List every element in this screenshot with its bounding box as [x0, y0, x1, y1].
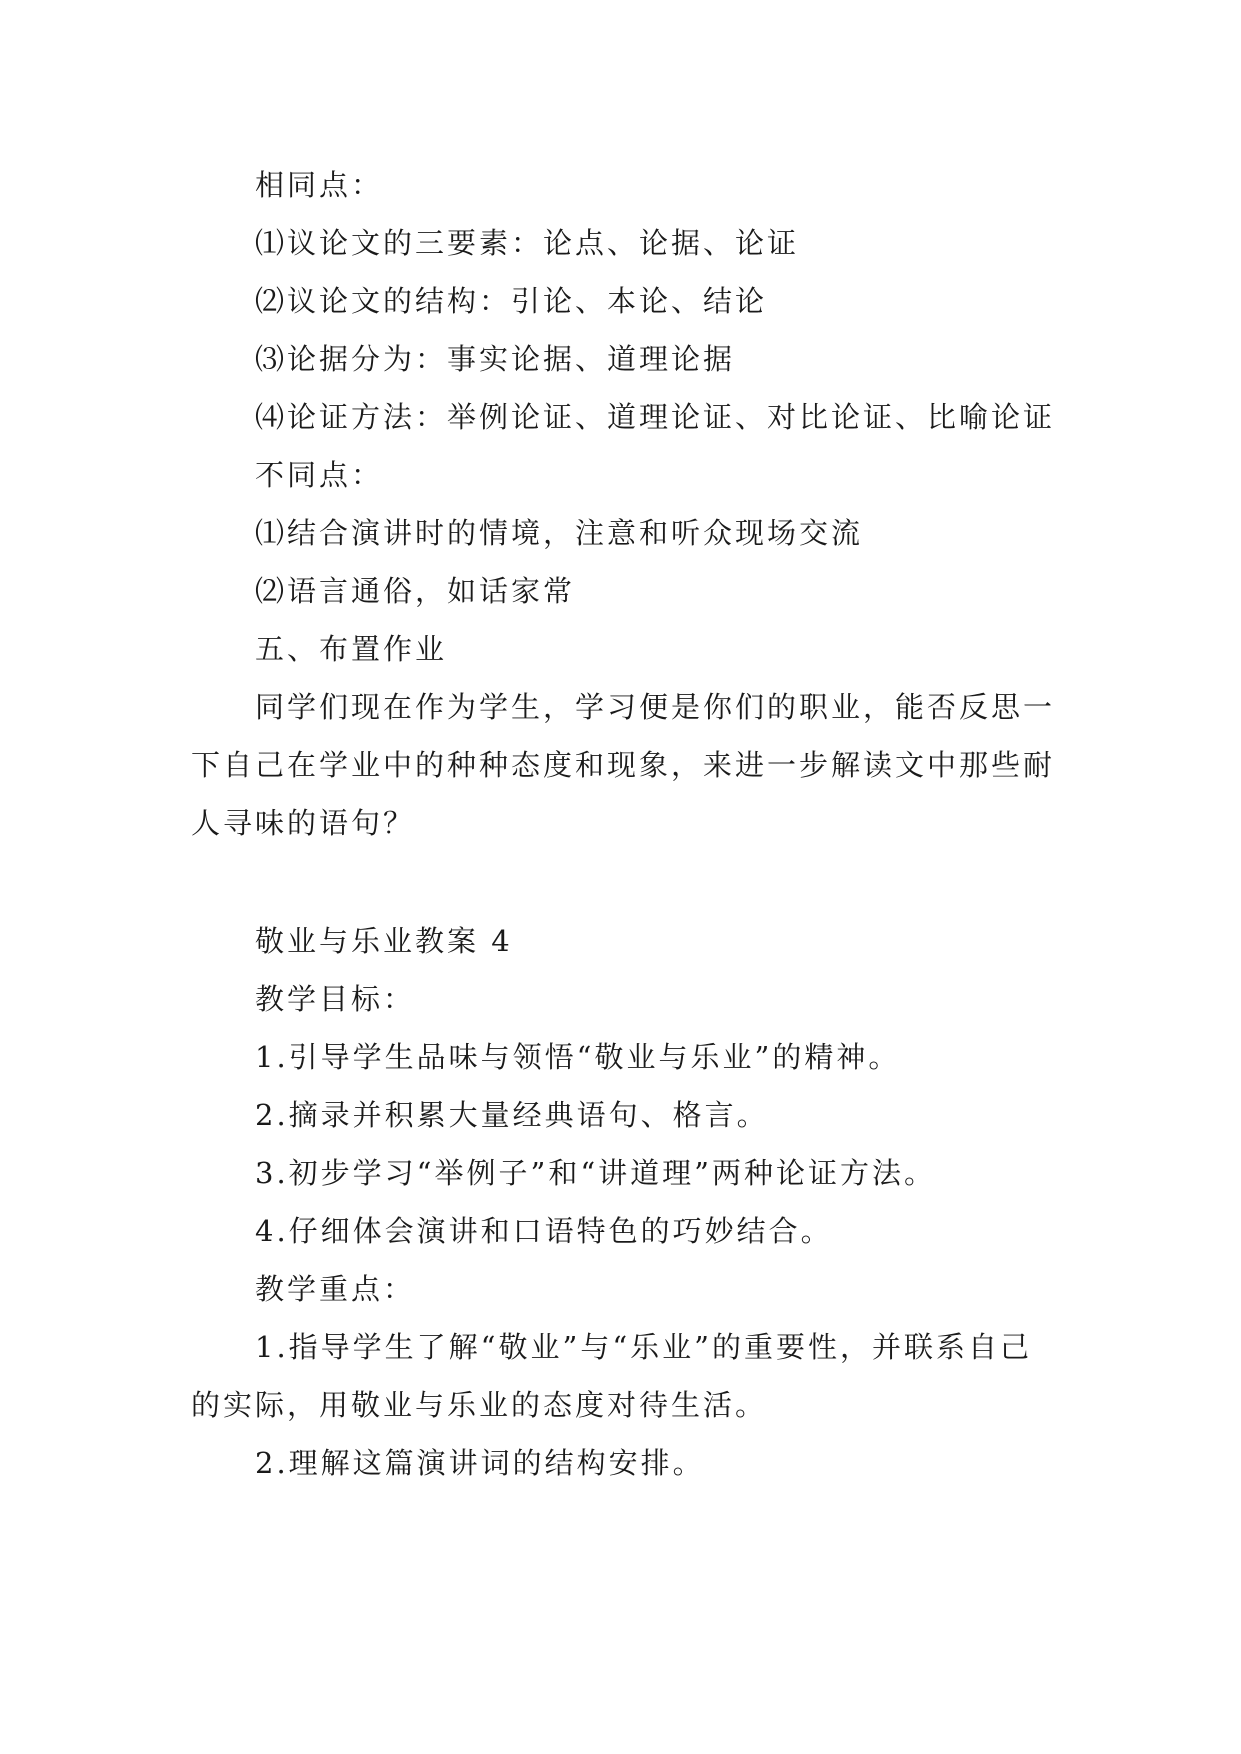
- paragraph: ⑵议论文的结构：引论、本论、结论: [255, 284, 768, 318]
- paragraph: 3.初步学习“举例子”和“讲道理”两种论证方法。: [255, 1156, 936, 1190]
- document-body: [191, 156, 1061, 1492]
- paragraph: 1.引导学生品味与领悟“敬业与乐业”的精神。: [255, 1040, 901, 1074]
- paragraph: 同学们现在作为学生，学习便是你们的职业，能否反思一下自己在学业中的种种态度和现象，来进一步解读文中那些耐人寻味的语句？: [191, 690, 1056, 840]
- paragraph: ⑴议论文的三要素：论点、论据、论证: [255, 226, 800, 260]
- paragraph: ⑵语言通俗，如话家常: [255, 574, 576, 608]
- paragraph: 相同点：: [255, 168, 384, 202]
- paragraph: 4.仔细体会演讲和口语特色的巧妙结合。: [255, 1214, 833, 1248]
- paragraph: 不同点：: [255, 458, 384, 492]
- section-gap: [191, 852, 1061, 912]
- paragraph: ⑶论据分为：事实论据、道理论据: [255, 342, 736, 376]
- lesson-title: 敬业与乐业教案 4: [255, 924, 513, 958]
- section-heading: 教学目标：: [255, 982, 416, 1016]
- paragraph: ⑷论证方法：举例论证、道理论证、对比论证、比喻论证: [255, 400, 1056, 434]
- paragraph: 2.摘录并积累大量经典语句、格言。: [255, 1098, 769, 1132]
- paragraph: ⑴结合演讲时的情境，注意和听众现场交流: [255, 516, 864, 550]
- section-heading: 五、布置作业: [255, 632, 448, 666]
- paragraph: 1.指导学生了解“敬业”与“乐业”的重要性，并联系自己的实际，用敬业与乐业的态度对待生活。: [191, 1330, 1032, 1422]
- paragraph: 2.理解这篇演讲词的结构安排。: [255, 1446, 705, 1480]
- section-heading: 教学重点：: [255, 1272, 416, 1306]
